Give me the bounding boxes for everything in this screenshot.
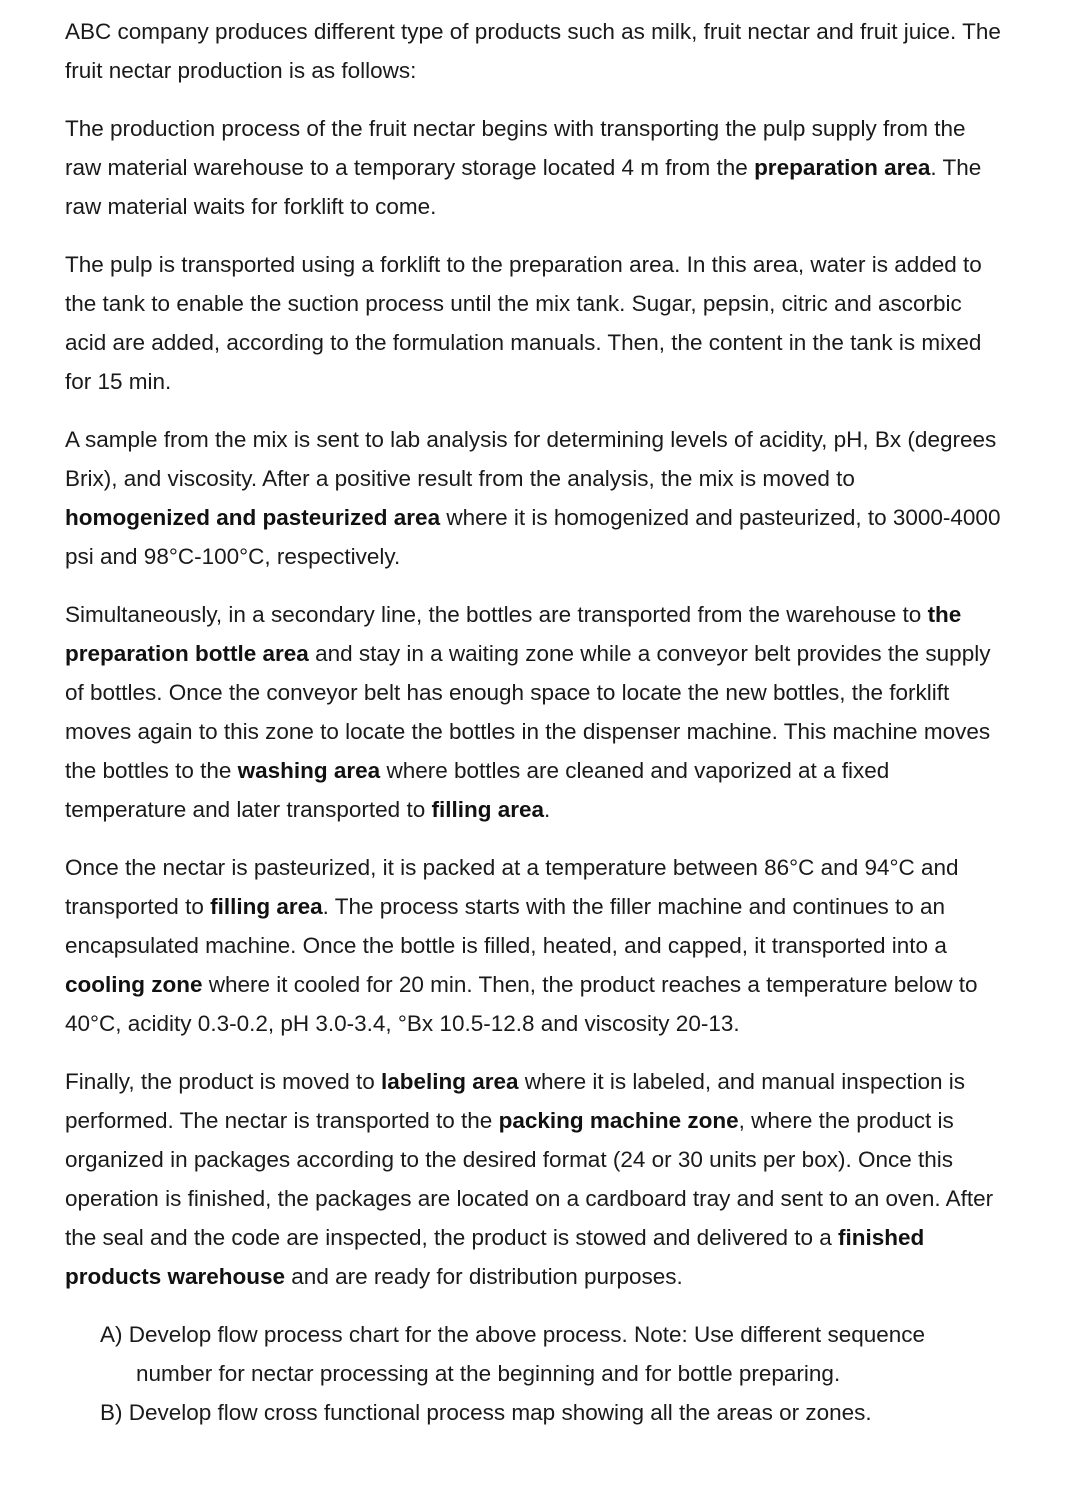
bold-term-filling-area: filling area bbox=[431, 797, 545, 822]
text-segment: where it is homogenized and pasteurized, to 3000-4000 psi and 98°C-100°C, respectively. bbox=[65, 505, 1001, 569]
question-b: B) Develop flow cross functional process map showing all the areas or zones. bbox=[100, 1400, 872, 1425]
bold-term-homogenized-pasteurized-area: homogenized and pasteurized area bbox=[65, 505, 441, 530]
bold-term-preparation-area: preparation area bbox=[754, 155, 931, 180]
text-segment: Simultaneously, in a secondary line, the bottles are transported from the warehouse to bbox=[65, 602, 928, 627]
bold-term-washing-area: washing area bbox=[237, 758, 381, 783]
text-segment: Once the nectar is pasteurized, it is packed at a temperature between 86°C and 94°C and transported to bbox=[65, 855, 959, 919]
text-segment: The production process of the fruit nectar begins with transporting the pulp supply from the raw material warehouse to a temporary storage located 4 m from the bbox=[65, 116, 966, 180]
text-segment: . bbox=[544, 797, 551, 822]
bold-term-packing-machine-zone: packing machine zone bbox=[498, 1108, 739, 1133]
paragraph-preparation bbox=[65, 245, 1005, 401]
bold-term-cooling-zone: cooling zone bbox=[65, 972, 203, 997]
text-segment: . The process starts with the filler machine and continues to an encapsulated machine. Once the bottle is filled, heated, and capped, it transported into a bbox=[65, 894, 947, 958]
intro-text: ABC company produces different type of products such as milk, fruit nectar and fruit juice. The fruit nectar production is as follows: bbox=[65, 19, 1001, 83]
bold-term-finished-products-warehouse: finished products warehouse bbox=[65, 1225, 925, 1289]
question-list bbox=[65, 1315, 1005, 1432]
text-segment: where it is labeled, and manual inspection is performed. The nectar is transported to the bbox=[65, 1069, 966, 1133]
text-segment: where it cooled for 20 min. Then, the product reaches a temperature below to 40°C, acidity 0.3-0.2, pH 3.0-3.4, °Bx 10.5-12.8 and viscosity 20-13. bbox=[65, 972, 978, 1036]
document-body bbox=[65, 12, 1005, 1432]
paragraph-intro bbox=[65, 12, 1005, 90]
bold-term-labeling-area: labeling area bbox=[380, 1069, 519, 1094]
text-segment: Finally, the product is moved to bbox=[65, 1069, 381, 1094]
text-segment: . The raw material waits for forklift to come. bbox=[65, 155, 982, 219]
question-a: A) Develop flow process chart for the above process. Note: Use different sequence number for nectar processing at the beginning and for bottle preparing. bbox=[100, 1322, 926, 1386]
text-segment: , where the product is organized in packages according to the desired format (24 or 30 units per box). Once this operation is finished, the packages are located on a cardboard tray and sent to an oven. After the seal and the code are inspected, the product is stowed and delivered to a bbox=[65, 1108, 994, 1250]
paragraph-bottle-line bbox=[65, 595, 1005, 829]
text-segment: The pulp is transported using a forklift to the preparation area. In this area, water is added to the tank to enable the suction process until the mix tank. Sugar, pepsin, citric and ascorbic acid are added, according to the formulation manuals. Then, the content in the tank is mixed for 15 min. bbox=[65, 252, 982, 394]
bold-term-filling-area: filling area bbox=[210, 894, 323, 919]
bold-term-preparation-bottle-area: the preparation bottle area bbox=[65, 602, 962, 666]
text-segment: where bottles are cleaned and vaporized at a fixed temperature and later transported to bbox=[65, 758, 890, 822]
paragraph-lab-analysis bbox=[65, 420, 1005, 576]
text-segment: A sample from the mix is sent to lab analysis for determining levels of acidity, pH, Bx (degrees Brix), and viscosity. After a positive result from the analysis, the mix is moved to bbox=[65, 427, 997, 491]
paragraph-pulp-transport bbox=[65, 109, 1005, 226]
paragraph-filling bbox=[65, 848, 1005, 1043]
text-segment: and are ready for distribution purposes. bbox=[285, 1264, 683, 1289]
text-segment: and stay in a waiting zone while a conveyor belt provides the supply of bottles. Once the conveyor belt has enough space to locate the new bottles, the forklift moves again to this zone to locate the bottles in the dispenser machine. This machine moves the bottles to the bbox=[65, 641, 991, 783]
paragraph-labeling-packing bbox=[65, 1062, 1005, 1296]
